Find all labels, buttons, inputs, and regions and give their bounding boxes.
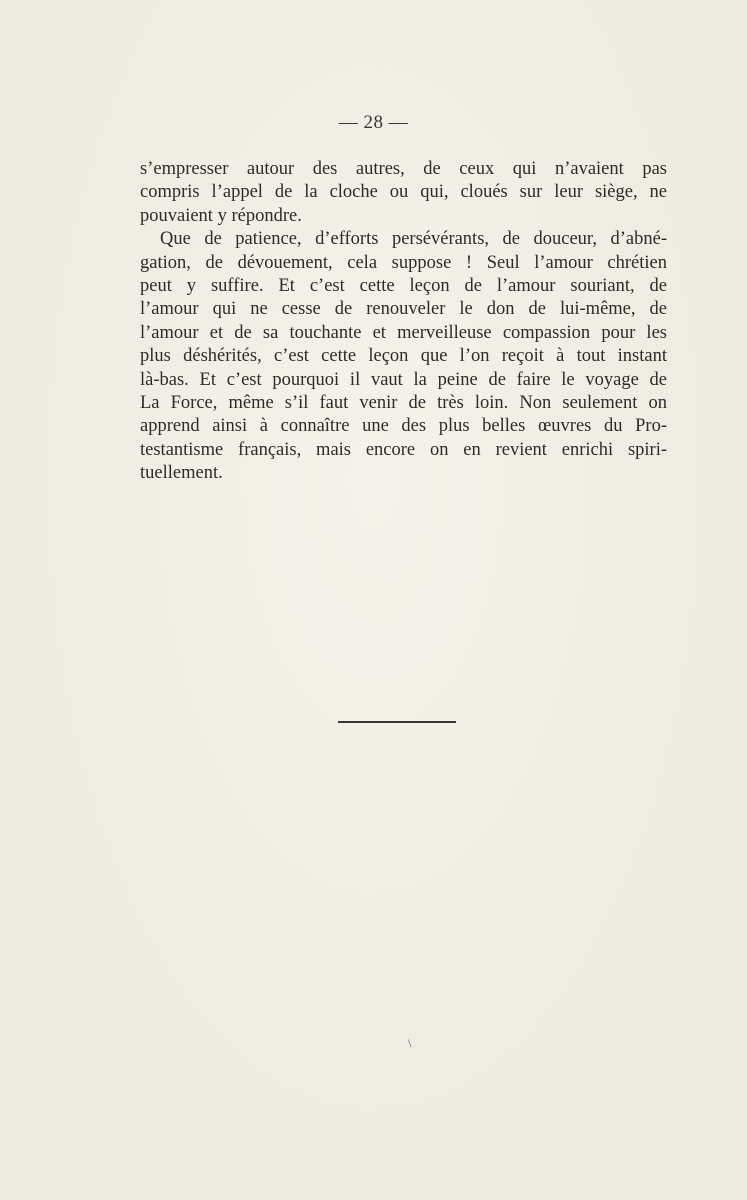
text-line: Que de patience, d’efforts persévérants, de douceur, d’abné-	[160, 229, 667, 250]
paragraph-2	[140, 228, 667, 485]
text-line: là-bas. Et c’est pourquoi il vaut la peine de faire le voyage de	[140, 369, 667, 390]
body-text	[140, 158, 667, 486]
text-line: gation, de dévouement, cela suppose ! Seul l’amour chrétien	[140, 252, 667, 273]
text-line: peut y suffire. Et c’est cette leçon de l’amour souriant, de	[140, 276, 667, 297]
text-line: apprend ainsi à connaître une des plus belles œuvres du Pro-	[140, 416, 667, 437]
text-line: compris l’appel de la cloche ou qui, cloués sur leur siège, ne	[140, 182, 667, 203]
stray-mark: \	[408, 1036, 412, 1050]
text-line: l’amour et de sa touchante et merveilleuse compassion pour les	[140, 322, 667, 343]
end-rule	[338, 721, 456, 723]
page-number: — 28 —	[338, 112, 409, 133]
text-line: testantisme français, mais encore on en revient enrichi spiri-	[140, 439, 667, 460]
paragraph-1	[140, 158, 667, 228]
text-line: tuellement.	[140, 463, 223, 484]
text-line: s’empresser autour des autres, de ceux qui n’avaient pas	[140, 159, 667, 179]
text-line: La Force, même s’il faut venir de très loin. Non seulement on	[140, 393, 667, 414]
text-line: plus déshérités, c’est cette leçon que l’on reçoit à tout instant	[140, 346, 667, 367]
text-line: l’amour qui ne cesse de renouveler le don de lui-même, de	[140, 299, 667, 320]
text-line: pouvaient y répondre.	[140, 205, 302, 226]
